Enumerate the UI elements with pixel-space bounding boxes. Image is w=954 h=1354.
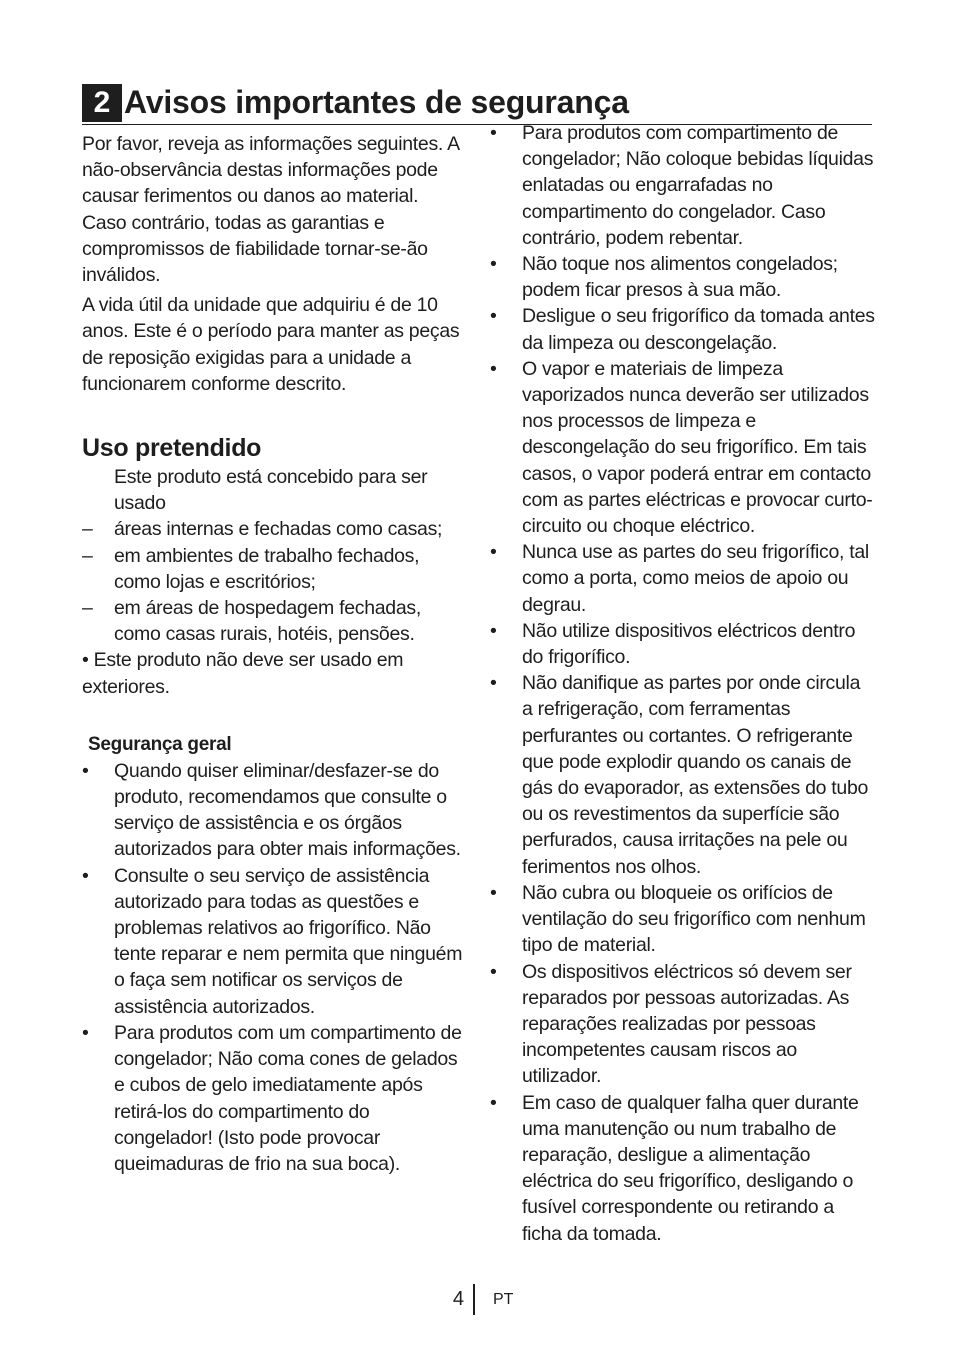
bullet-marker: • [490,960,497,983]
intended-use-item-text: áreas internas e fechadas como casas; [114,518,443,541]
general-safety-item-text: Para produtos com um compartimento de congelador; Não coma cones de gelados e cubos de gelo imediatamente após retirá-los do compartimento do congelador! (Isto pode provocar queimaduras de frio na sua boca). [114,1021,462,1175]
intended-use-item [82,543,467,595]
general-safety-heading: Segurança geral [88,733,232,755]
safety-item-text: Os dispositivos eléctricos só devem ser reparados por pessoas autorizadas. As reparações realizadas por pessoas incompetentes causam riscos ao utilizador. [522,960,852,1088]
safety-item-text: Nunca use as partes do seu frigorífico, tal como a porta, como meios de apoio ou degrau. [522,541,869,616]
safety-item [490,880,875,959]
safety-item [490,1090,875,1247]
intended-use-item [82,516,467,542]
intended-use-heading: Uso pretendido [82,434,262,463]
safety-item [490,539,875,618]
bullet-marker: • [490,541,497,564]
safety-item-text: Não danifique as partes por onde circula a refrigeração, com ferramentas perfurantes ou cortantes. O refrigerante que pode explodir quando os canais de gás do evaporador, as extensões do tubo ou os revestimentos da superfície são perfurados, causa irritações na pele ou ferimentos nos olhos. [522,672,869,878]
safety-item [490,356,875,539]
safety-item-text: Não utilize dispositivos eléctricos dentro do frigorífico. [522,619,856,669]
safety-item-text: O vapor e materiais de limpeza vaporizados nunca deverão ser utilizados nos processos de limpeza e descongelação do seu frigorífico. Em tais casos, o vapor poderá entrar em contacto com as partes eléctricas e provocar curto-circuito ou choque eléctrico. [522,357,873,538]
outdoor-note: • Este produto não deve ser usado em exteriores. [82,649,404,698]
bullet-marker: • [490,1091,497,1114]
right-column [490,120,875,1247]
safety-item [490,251,875,303]
intended-use-item-text: em áreas de hospedagem fechadas, como casas rurais, hotéis, pensões. [114,597,421,646]
general-safety-item-text: Consulte o seu serviço de assistência autorizado para todas as questões e problemas relativos ao frigorífico. Não tente reparar e nem permita que ninguém o faça sem notificar os serviços de assistência autorizados. [114,864,463,1018]
dash-marker: – [82,518,93,541]
dash-marker: – [82,597,93,620]
lifetime-paragraph: A vida útil da unidade que adquiriu é de 10 anos. Este é o período para manter as peças de reposição exigidas para a unidade a funcionarem conforme descrito. [82,294,460,395]
dash-marker: – [82,544,93,567]
bullet-marker: • [490,357,497,380]
safety-item [490,303,875,355]
safety-item-text: Desligue o seu frigorífico da tomada antes da limpeza ou descongelação. [522,305,875,354]
page-number: 4 [452,1288,464,1310]
general-safety-item-text: Quando quiser eliminar/desfazer-se do produto, recomendamos que consulte o serviço de assistência e os órgãos autorizados para obter mais informações. [114,759,461,861]
section-header [82,84,872,125]
bullet-marker: • [490,305,497,328]
bullet-marker: • [490,253,497,276]
bullet-marker: • [490,672,497,695]
safety-item-text: Não toque nos alimentos congelados; podem ficar presos à sua mão. [522,253,838,302]
intended-use-item [82,595,467,647]
safety-item [490,618,875,670]
page-title: Avisos importantes de segurança [124,84,629,120]
bullet-marker: • [490,619,497,642]
bullet-marker: • [490,122,497,144]
bullet-marker: • [82,759,89,782]
safety-item-text: Para produtos com compartimento de congelador; Não coloque bebidas líquidas enlatadas ou engarrafadas no compartimento do congelador. Caso contrário, podem rebentar. [522,122,874,249]
footer-divider [473,1284,475,1315]
chapter-number: 2 [82,84,122,122]
general-safety-item [82,758,467,863]
general-safety-item [82,863,467,1020]
intended-use-intro: Este produto está concebido para ser usado [114,466,428,515]
general-safety-item [82,1020,467,1177]
safety-item [490,120,875,251]
bullet-marker: • [82,1021,89,1044]
safety-item-text: Em caso de qualquer falha quer durante uma manutenção ou num trabalho de reparação, desligue a alimentação eléctrica do seu frigorífico, desligando o fusível correspondente ou retirando a ficha da tomada. [522,1091,859,1245]
left-column [82,131,467,1177]
bullet-marker: • [82,864,89,887]
safety-item [490,959,875,1090]
safety-item [490,670,875,880]
intended-use-item-text: em ambientes de trabalho fechados, como lojas e escritórios; [114,544,420,593]
language-code: PT [493,1291,514,1308]
safety-item-text: Não cubra ou bloqueie os orifícios de ventilação do seu frigorífico com nenhum tipo de material. [522,881,866,957]
bullet-marker: • [490,881,497,904]
intro-paragraph: Por favor, reveja as informações seguintes. A não-observância destas informações pode causar ferimentos ou danos ao material. Caso contrário, todas as garantias e compromissos de fiabilidade tornar-se-ão inválidos. [82,133,459,287]
